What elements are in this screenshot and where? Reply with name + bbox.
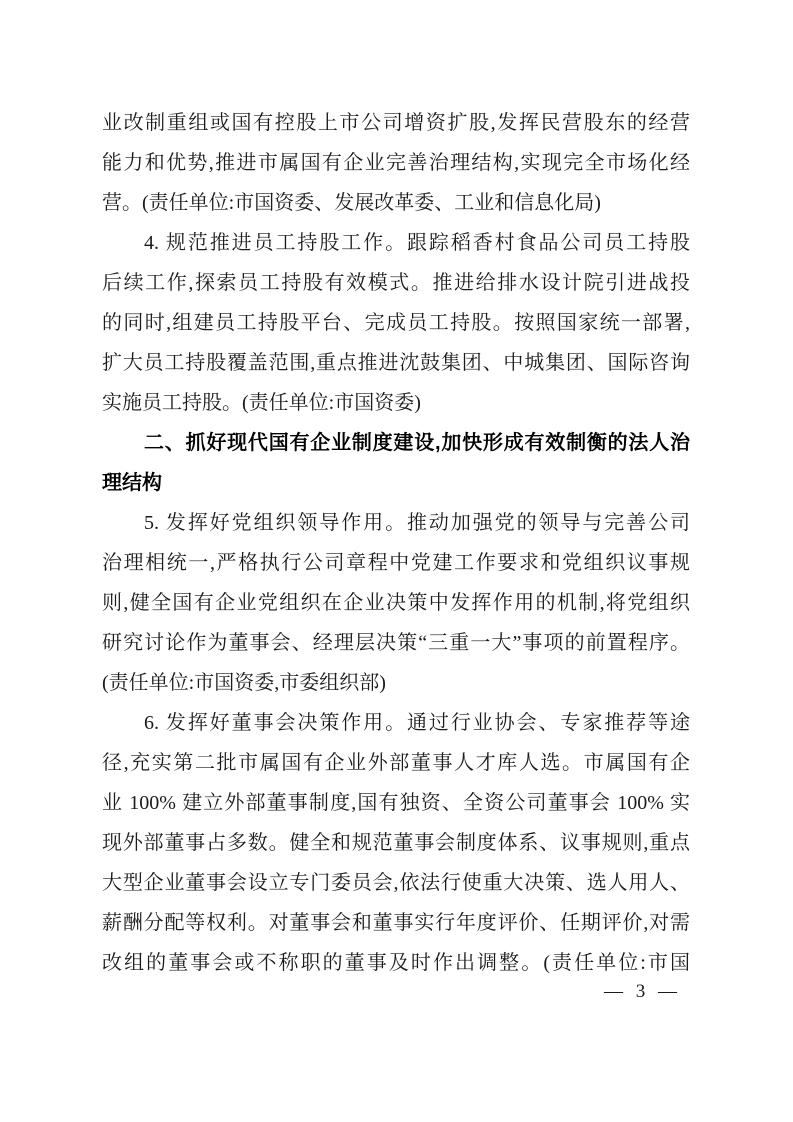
paragraph-item-5 [102,503,690,703]
text-line: 实施员工持股。(责任单位:市国资委) [102,392,421,414]
text-line: 改组的董事会或不称职的董事及时作出调整。(责任单位:市国 [102,952,690,974]
text-line: 现外部董事占多数。健全和规范董事会制度体系、议事规则,重点 [102,832,690,854]
section-heading-line: 理结构 [102,472,162,494]
text-line: 6. 发挥好董事会决策作用。通过行业协会、专家推荐等途 [144,712,690,734]
section-heading-line: 二、抓好现代国有企业制度建设,加快形成有效制衡的法人治 [144,432,690,454]
text-line: 研究讨论作为董事会、经理层决策“三重一大”事项的前置程序。 [102,632,690,654]
text-line: 后续工作,探索员工持股有效模式。推进给排水设计院引进战投 [102,272,690,294]
text-line: 业改制重组或国有控股上市公司增资扩股,发挥民营股东的经营 [102,112,690,134]
paragraph-item-4 [102,223,690,423]
text-line: 薪酬分配等权利。对董事会和董事实行年度评价、任期评价,对需 [102,912,690,934]
paragraph-item-3-continuation [102,103,690,223]
text-line: 4. 规范推进员工持股工作。跟踪稻香村食品公司员工持股 [144,232,690,254]
text-line: 径,充实第二批市属国有企业外部董事人才库人选。市属国有企 [102,752,690,774]
text-line: 5. 发挥好党组织领导作用。推动加强党的领导与完善公司 [144,512,690,534]
text-line: 营。(责任单位:市国资委、发展改革委、工业和信息化局) [102,192,601,214]
text-line: 业 100% 建立外部董事制度,国有独资、全资公司董事会 100% 实 [102,792,690,814]
page-number: — 3 — [604,981,681,1002]
text-line: 扩大员工持股覆盖范围,重点推进沈鼓集团、中城集团、国际咨询 [102,352,690,374]
text-line: 大型企业董事会设立专门委员会,依法行使重大决策、选人用人、 [102,872,690,894]
text-line: (责任单位:市国资委,市委组织部) [102,672,386,694]
text-line: 治理相统一,严格执行公司章程中党建工作要求和党组织议事规 [102,552,690,574]
text-line: 能力和优势,推进市属国有企业完善治理结构,实现完全市场化经 [102,152,690,174]
text-line: 则,健全国有企业党组织在企业决策中发挥作用的机制,将党组织 [102,592,690,614]
text-line: 的同时,组建员工持股平台、完成员工持股。按照国家统一部署, [102,312,690,334]
paragraph-item-6 [102,703,690,983]
section-heading-2 [102,423,690,503]
document-body [102,103,690,983]
